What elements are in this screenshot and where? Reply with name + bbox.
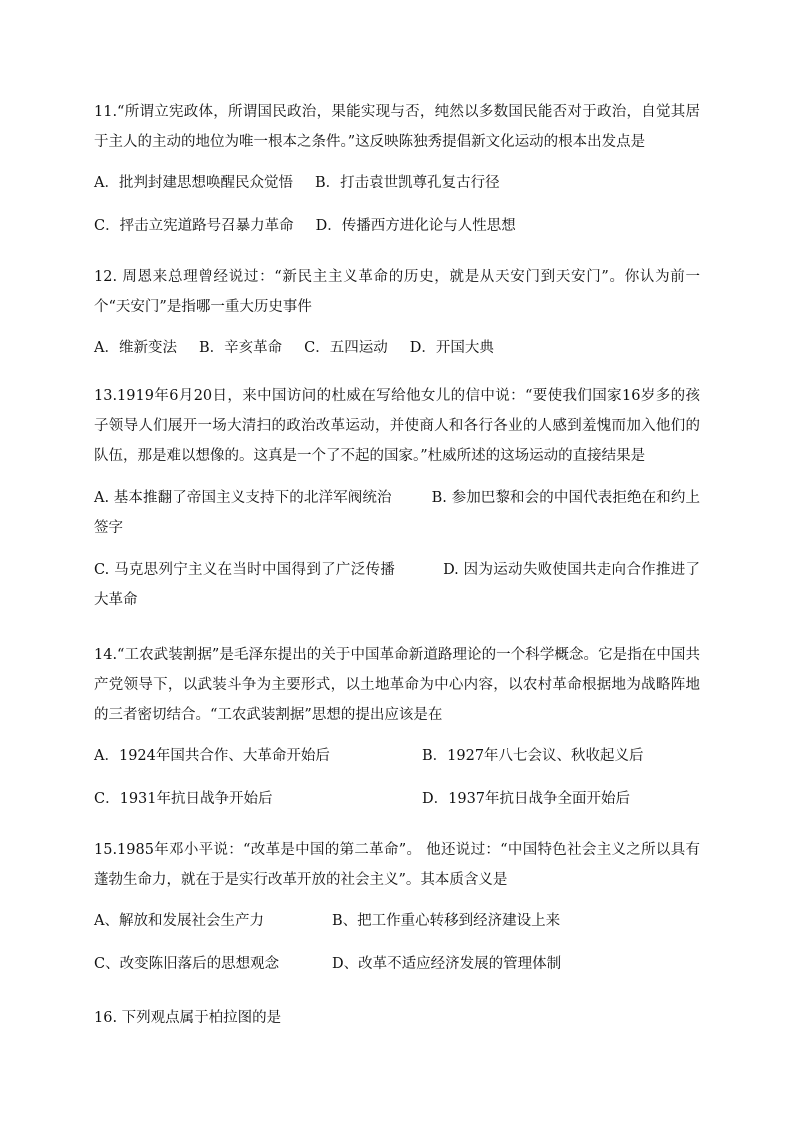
question-16 — [94, 1003, 700, 1033]
option-b: B. 参加巴黎和会的中国代表拒绝在和约上签字 — [94, 490, 700, 536]
options-row — [94, 171, 700, 192]
option-b: B、把工作重心转移到经济建设上来 — [332, 913, 561, 929]
options-row — [94, 214, 700, 235]
option-b: B．1927年八七会议、秋收起义后 — [422, 748, 644, 764]
question-stem: 12. 周恩来总理曾经说过：“新民主主义革命的历史，就是从天安门到天安门”。你认为前一个“天安门”是指哪一重大历史事件 — [94, 269, 700, 315]
option-d: D．传播西方进化论与人性思想 — [315, 218, 516, 234]
question-stem: 14.“工农武装割据”是毛泽东提出的关于中国革命新道路理论的一个科学概念。它是指在中国共产党领导下，以武装斗争为主要形式，以土地革命为中心内容，以农村革命根据地为战略阵地的三者密切结合。“工农武装割据”思想的提出应该是在 — [94, 647, 700, 723]
option-c: C. 马克思列宁主义在当时中国得到了广泛传播 — [94, 562, 396, 578]
option-a: A．批判封建思想唤醒民众觉悟 — [94, 175, 293, 191]
question-13 — [94, 381, 700, 615]
option-c-d-paragraph — [94, 555, 700, 615]
option-c: C、改变陈旧落后的思想观念 — [94, 956, 280, 972]
option-a: A. 基本推翻了帝国主义支持下的北洋军阀统治 — [94, 490, 392, 506]
option-a: A．维新变法 — [94, 340, 177, 356]
options-row — [94, 787, 700, 808]
question-15 — [94, 835, 700, 973]
options-row — [94, 952, 700, 973]
question-stem: 11.“所谓立宪政体，所谓国民政治，果能实现与否，纯然以多数国民能否对于政治，自觉其居于主人的主动的地位为唯一根本之条件。”这反映陈独秀提倡新文化运动的根本出发点是 — [94, 104, 700, 150]
option-a-b-paragraph — [94, 483, 700, 543]
question-14 — [94, 640, 700, 808]
option-c: C．1931年抗日战争开始后 — [94, 791, 273, 807]
option-d: D．1937年抗日战争全面开始后 — [422, 791, 631, 807]
option-c: C．抨击立宪道路号召暴力革命 — [94, 218, 294, 234]
option-a: A．1924年国共合作、大革命开始后 — [94, 748, 330, 764]
options-row — [94, 336, 700, 357]
option-d: D．开国大典 — [409, 340, 494, 356]
question-stem: 16. 下列观点属于柏拉图的是 — [94, 1010, 282, 1026]
option-c: C．五四运动 — [304, 340, 388, 356]
option-a: A、解放和发展社会生产力 — [94, 913, 264, 929]
option-d: D、改革不适应经济发展的管理体制 — [332, 956, 562, 972]
option-b: B．打击袁世凯尊孔复古行径 — [314, 175, 500, 191]
option-b: B．辛亥革命 — [198, 340, 283, 356]
question-stem: 13.1919年6月20日，来中国访问的杜威在写给他女儿的信中说：“要使我们国家16岁多的孩子领导人们展开一场大清扫的政治改革运动，并使商人和各行各业的人感到羞愧而加入他们的队伍，那是难以想像的。这真是一个了不起的国家。”杜威所述的这场运动的直接结果是 — [94, 388, 700, 464]
options-row — [94, 909, 700, 930]
question-12 — [94, 262, 700, 357]
option-d: D. 因为运动失败使国共走向合作推进了大革命 — [94, 562, 700, 608]
options-row — [94, 744, 700, 765]
question-11 — [94, 97, 700, 235]
question-stem: 15.1985年邓小平说：“改革是中国的第二革命”。 他还说过：“中国特色社会主义之所以具有蓬勃生命力，就在于是实行改革开放的社会主义”。其本质含义是 — [94, 842, 700, 888]
